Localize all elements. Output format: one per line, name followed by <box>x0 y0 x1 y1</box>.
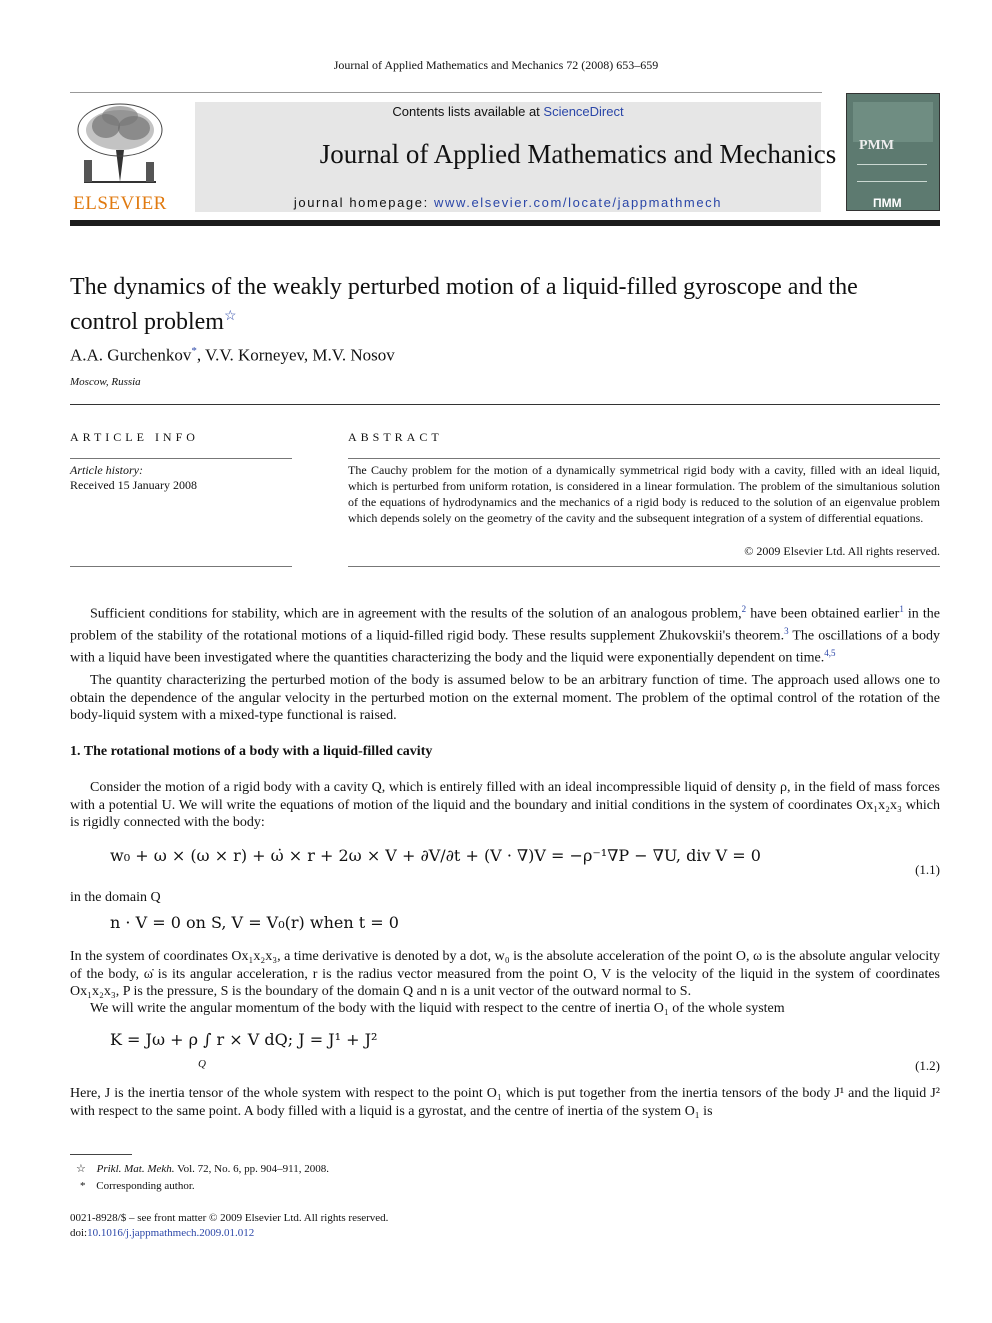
sciencedirect-link[interactable]: ScienceDirect <box>543 104 624 119</box>
author-list <box>70 345 395 366</box>
intro-text: in the problem of the stability of the rotational motions of a liquid-filled rigid body. These results supplement Zhukovskii's theorem. <box>70 606 940 644</box>
divider <box>348 458 940 459</box>
intro-text: have been obtained earlier <box>746 606 900 622</box>
received-date: Received 15 January 2008 <box>70 478 197 492</box>
article-info-heading: ARTICLE INFO <box>70 430 199 444</box>
intro-paragraph-2: The quantity characterizing the perturbed motion of the body is assumed below to be an arbitrary function of time. The approach used allows one to obtain the dependence of the angular velocity in the perturbed motion on the external moment. The problem of the optimal control of the rotation of the body-liquid system with a mixed-type functional is raised. <box>70 673 940 723</box>
in-domain-text: in the domain Q <box>70 890 161 905</box>
equation-1-2: K = Jω + ρ ∫ r × V dQ; J = J¹ + J² <box>110 1030 378 1049</box>
intro-text: The oscillations of a body with a liquid have been investigated where the quantities characterizing the body and the liquid were exponentially dependent on time. <box>70 628 940 666</box>
cover-bottom-text: ПММ <box>873 196 902 210</box>
header-thick-rule <box>70 220 940 226</box>
homepage-link[interactable]: www.elsevier.com/locate/jappmathmech <box>434 195 723 210</box>
section-heading: 1. The rotational motions of a body with a liquid-filled cavity <box>70 744 433 759</box>
elsevier-logo[interactable] <box>70 100 170 212</box>
equation-number: (1.1) <box>915 862 940 877</box>
issn-line: 0021-8928/$ – see front matter © 2009 Elsevier Ltd. All rights reserved. <box>70 1212 389 1224</box>
intro-text: Sufficient conditions for stability, which are in agreement with the results of the solution of an analogous problem, <box>90 606 742 622</box>
doi-line <box>70 1227 254 1239</box>
doi-prefix: doi: <box>70 1227 88 1239</box>
journal-homepage-line <box>195 195 821 210</box>
footnote-text: Vol. 72, No. 6, pp. 904–911, 2008. <box>174 1163 329 1175</box>
abstract-heading: ABSTRACT <box>348 430 443 444</box>
abstract-copyright: © 2009 Elsevier Ltd. All rights reserved. <box>744 544 940 558</box>
section1-paragraph-2: In the system of coordinates Ox₁x₂x₃, a time derivative is denoted by a dot, w₀ is the absolute acceleration of the point O, ω is the absolute angular velocity of the body, ω̇ is its angular acceleration, r is the radius vector measured from the point O, V is the velocity of the liquid in the system of coordinates Ox₁x₂x₃, P is the pressure, S is the boundary of the domain Q and n is a unit vector of the outward normal to S. <box>70 949 940 999</box>
boundary-conditions: n · V = 0 on S, V = V₀(r) when t = 0 <box>110 913 399 932</box>
divider <box>70 566 292 567</box>
doi-link[interactable]: 10.1016/j.jappmathmech.2009.01.012 <box>87 1227 255 1239</box>
citation-link[interactable]: 2 <box>741 604 747 614</box>
contents-line <box>195 104 821 119</box>
divider <box>348 566 940 567</box>
journal-cover-image[interactable] <box>846 93 940 211</box>
footnote-mark: ☆ <box>76 1163 86 1175</box>
footnote-corresponding <box>80 1180 195 1192</box>
abstract-text: The Cauchy problem for the motion of a dynamically symmetrical rigid body with a cavity, filled with an ideal liquid, which is perturbed from uniform rotation, is considered in a linear formulation. The problem of the simultanious solution of the equations of hydrodynamics and the mechanics of a rigid body is reduced to the solution of an eigenvalue problem which depends solely on the geometry of the cavity and the subsequent integration of a system of differential equations. <box>348 463 940 525</box>
equation-number: (1.2) <box>915 1058 940 1073</box>
footnote-star <box>76 1162 329 1175</box>
intro-paragraph-1 <box>70 601 940 667</box>
affiliation: Moscow, Russia <box>70 376 141 388</box>
section1-paragraph-4: Here, J is the inertia tensor of the whole system with respect to the point O₁ which is put together from the inertia tensors of the body J¹ and the liquid J² with respect to the same point. A body filled with a liquid is a gyrostat, and the centre of inertia of the system O₁ is <box>70 1086 940 1119</box>
citation-link[interactable]: 4,5 <box>824 648 836 659</box>
cover-top-text: PMM <box>859 138 894 153</box>
footnote-journal: Prikl. Mat. Mekh. <box>96 1163 175 1175</box>
journal-title: Journal of Applied Mathematics and Mechanics <box>319 139 837 169</box>
author-name: A.A. Gurchenkov <box>70 345 192 365</box>
corresponding-author-mark[interactable]: * <box>191 345 197 357</box>
contents-prefix: Contents lists available at <box>392 104 544 119</box>
homepage-prefix: journal homepage: <box>293 195 434 210</box>
running-head: Journal of Applied Mathematics and Mechanics 72 (2008) 653–659 <box>333 58 659 72</box>
history-label: Article history: <box>70 463 143 477</box>
citation-link[interactable]: 1 <box>899 604 904 614</box>
equation-1-1: w₀ + ω × (ω × r) + ω̇ × r + 2ω × V + ∂V/∂t + (V · ∇)V = −ρ⁻¹∇P − ∇U, div V = 0 <box>110 846 761 865</box>
section1-paragraph-1: Consider the motion of a rigid body with a cavity Q, which is entirely filled with an ideal incompressible liquid of density ρ, in the field of mass forces with a potential U. We will write the equations of motion of the liquid and the boundary and initial conditions in the system of coordinates Ox₁x₂x₃ which is rigidly connected with the body: <box>70 780 940 830</box>
article-title <box>70 272 930 337</box>
elsevier-tree-icon <box>70 100 170 184</box>
section1-paragraph-3: We will write the angular momentum of the body with the liquid with respect to the centre of inertia O₁ of the whole system <box>90 1001 785 1016</box>
footnote-rule <box>70 1154 132 1155</box>
divider <box>70 404 940 405</box>
author-name: , V.V. Korneyev, M.V. Nosov <box>196 345 395 365</box>
divider <box>70 458 292 459</box>
title-footnote-mark[interactable]: ☆ <box>223 309 237 324</box>
footnote-text: Corresponding author. <box>96 1180 195 1192</box>
footnote-mark: * <box>80 1180 86 1192</box>
elsevier-wordmark: ELSEVIER <box>73 193 167 214</box>
header-rule <box>70 92 822 93</box>
journal-banner <box>195 102 837 212</box>
integral-domain: Q <box>198 1058 206 1070</box>
article-title-text: The dynamics of the weakly perturbed motion of a liquid-filled gyroscope and the control problem <box>70 274 858 335</box>
citation-link[interactable]: 3 <box>784 626 789 637</box>
